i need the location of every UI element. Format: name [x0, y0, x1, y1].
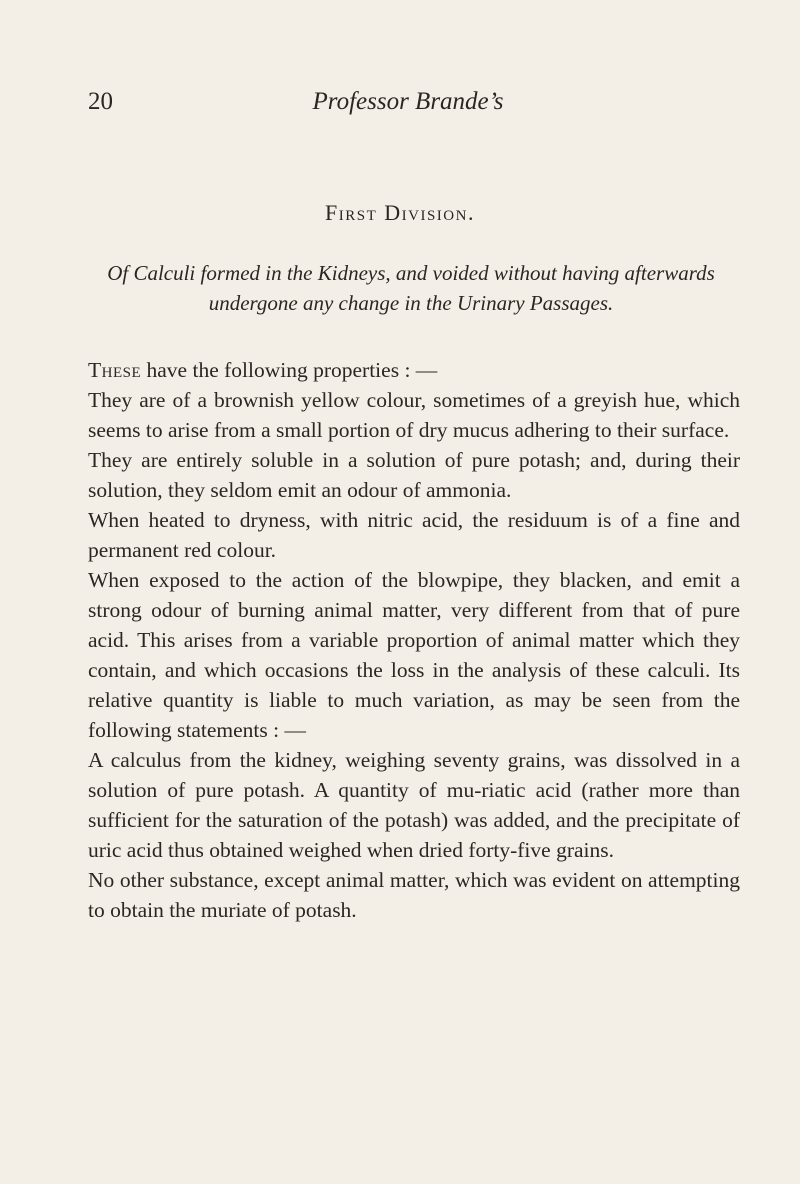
paragraph-text: They are entirely soluble in a solution of pure potash; and, during their solution, they seldom emit an odour of ammonia.	[88, 448, 740, 502]
section-subtitle: Of Calculi formed in the Kidneys, and voided without having afterwards undergone any change in the Urinary Passages.	[107, 261, 715, 315]
paragraph	[88, 865, 740, 925]
paragraph	[88, 505, 740, 565]
paragraph	[88, 385, 740, 445]
paragraph	[88, 565, 740, 745]
paragraph	[88, 355, 740, 385]
paragraph-text: When heated to dryness, with nitric acid, the residuum is of a fine and permanent red colour.	[88, 508, 740, 562]
paragraph-lead: These	[88, 358, 142, 382]
running-title: Professor Brande’s	[312, 88, 504, 115]
paragraph-text: When exposed to the action of the blowpipe, they blacken, and emit a strong odour of burning animal matter, very different from that of pure acid. This arises from a variable proportion of animal matter which they contain, and which occasions the loss in the analysis of these calculi. Its relative quantity is liable to much variation, as may be seen from the following statements : —	[88, 568, 740, 742]
paragraph	[88, 445, 740, 505]
running-head	[88, 88, 728, 124]
paragraph-text: No other substance, except animal matter, which was evident on attempting to obtain the muriate of potash.	[88, 868, 740, 922]
paragraph-text: A calculus from the kidney, weighing seventy grains, was dissolved in a solution of pure potash. A quantity of mu-riatic acid (rather more than sufficient for the saturation of the potash) was added, and the precipitate of uric acid thus obtained weighed when dried forty-five grains.	[88, 748, 740, 862]
body-text	[88, 355, 740, 925]
paragraph-text: have the following properties : —	[141, 358, 438, 382]
paragraph-text: They are of a brownish yellow colour, sometimes of a greyish hue, which seems to arise from a small portion of dry mucus adhering to their surface.	[88, 388, 740, 442]
section-heading: First Division.	[325, 200, 475, 225]
paragraph	[88, 745, 740, 865]
page-number: 20	[88, 88, 113, 115]
